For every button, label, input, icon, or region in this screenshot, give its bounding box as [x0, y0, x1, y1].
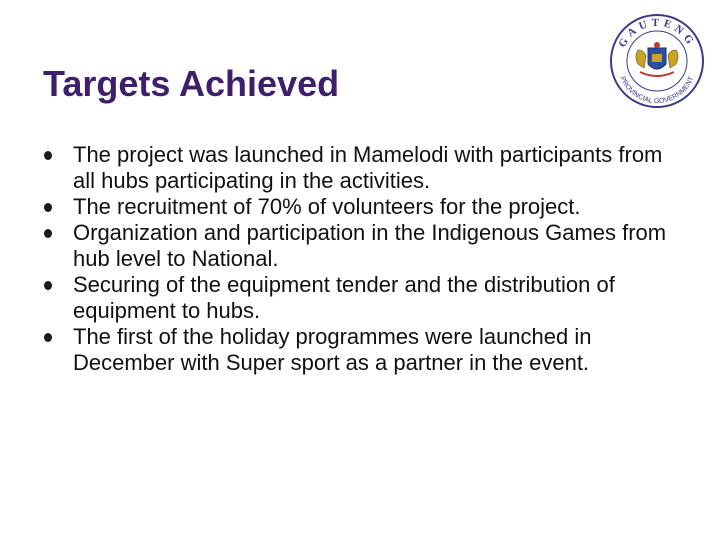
bullet-dot-icon [44, 203, 52, 212]
bullet-text: Securing of the equipment tender and the distribution of equipment to hubs. [73, 272, 615, 323]
list-item [44, 324, 684, 376]
logo-top-text: GAUTENG [616, 16, 698, 50]
bullet-dot-icon [44, 281, 52, 290]
bullet-text: The project was launched in Mamelodi with participants from all hubs participating in the activities. [73, 142, 663, 193]
list-item [44, 272, 684, 324]
logo-bottom-text: PROVINCIAL GOVERNMENT [618, 75, 696, 106]
bullet-text: The first of the holiday programmes were launched in December with Super sport as a partner in the event. [73, 324, 592, 375]
slide-title: Targets Achieved [43, 63, 340, 104]
list-item [44, 220, 684, 272]
bullet-dot-icon [44, 151, 52, 160]
bullet-dot-icon [44, 333, 52, 342]
list-item [44, 194, 684, 220]
bullet-list [44, 142, 684, 376]
list-item [44, 142, 684, 194]
bullet-text: Organization and participation in the Indigenous Games from hub level to National. [73, 220, 667, 271]
bullet-dot-icon [44, 229, 52, 238]
bullet-text: The recruitment of 70% of volunteers for the project. [73, 194, 581, 219]
gauteng-provincial-government-crest-icon [608, 12, 706, 110]
